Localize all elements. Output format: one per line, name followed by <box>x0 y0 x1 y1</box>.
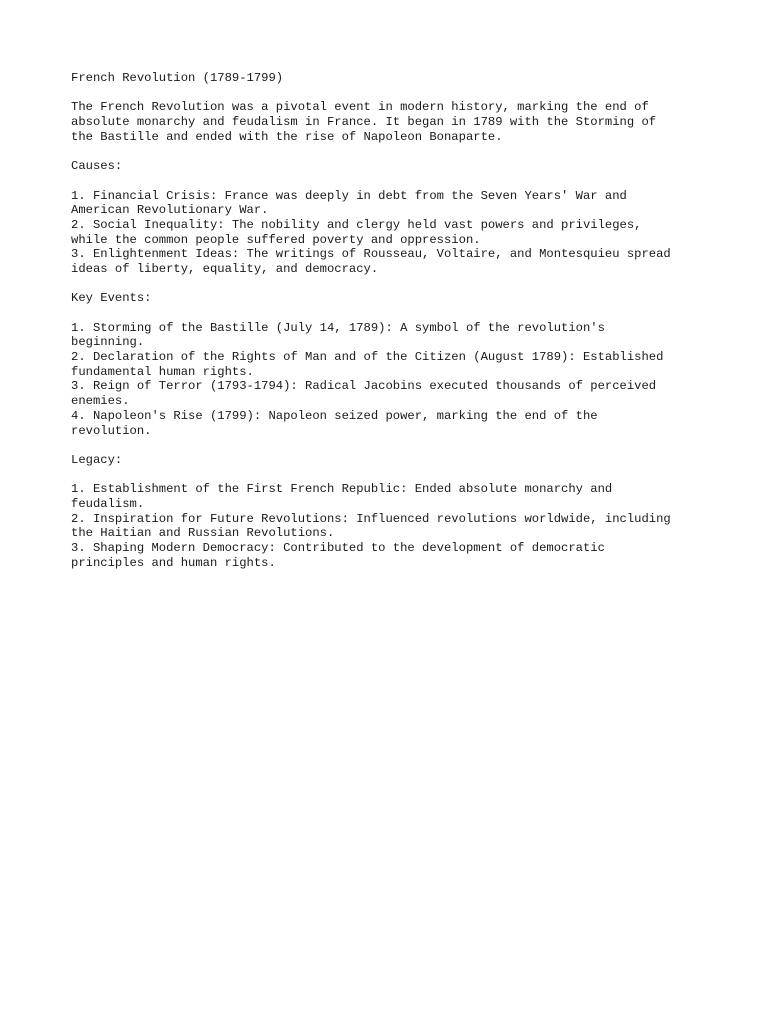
list-item: ideas of liberty, equality, and democracy. <box>71 261 379 276</box>
legacy-list <box>71 482 731 570</box>
document-body <box>71 71 731 570</box>
spacer <box>71 174 731 189</box>
events-list <box>71 321 731 439</box>
events-heading: Key Events: <box>71 291 152 306</box>
intro-paragraph <box>71 100 731 144</box>
list-item: revolution. <box>71 423 152 438</box>
list-item: 1. Storming of the Bastille (July 14, 1789): A symbol of the revolution's <box>71 320 605 335</box>
list-item: enemies. <box>71 394 130 409</box>
list-item: 4. Napoleon's Rise (1799): Napoleon seized power, marking the end of the <box>71 408 598 423</box>
list-item: fundamental human rights. <box>71 364 254 379</box>
spacer <box>71 468 731 483</box>
document-title: French Revolution (1789-1799) <box>71 71 284 85</box>
list-item: 3. Shaping Modern Democracy: Contributed to the development of democratic <box>71 541 605 555</box>
intro-line: The French Revolution was a pivotal event in modern history, marking the end of <box>71 100 649 115</box>
list-item: 3. Reign of Terror (1793-1794): Radical Jacobins executed thousands of perceived <box>71 379 657 394</box>
list-item: American Revolutionary War. <box>71 203 269 218</box>
list-item: 3. Enlightenment Ideas: The writings of Rousseau, Voltaire, and Montesquieu spread <box>71 247 671 262</box>
list-item: feudalism. <box>71 496 145 511</box>
list-item: while the common people suffered poverty and oppression. <box>71 232 481 247</box>
causes-list <box>71 189 731 277</box>
spacer <box>71 86 731 101</box>
list-item: beginning. <box>71 335 145 350</box>
list-item: 1. Financial Crisis: France was deeply in debt from the Seven Years' War and <box>71 188 627 203</box>
list-item: 2. Social Inequality: The nobility and clergy held vast powers and privileges, <box>71 217 642 232</box>
spacer <box>71 306 731 321</box>
spacer <box>71 438 731 453</box>
list-item: the Haitian and Russian Revolutions. <box>71 526 335 541</box>
intro-line: absolute monarchy and feudalism in France. It began in 1789 with the Storming of <box>71 115 657 130</box>
list-item: 1. Establishment of the First French Republic: Ended absolute monarchy and <box>71 482 613 497</box>
causes-heading: Causes: <box>71 159 123 174</box>
intro-line: the Bastille and ended with the rise of Napoleon Bonaparte. <box>71 129 503 144</box>
list-item: 2. Declaration of the Rights of Man and of the Citizen (August 1789): Established <box>71 350 664 365</box>
spacer <box>71 144 731 159</box>
spacer <box>71 277 731 292</box>
list-item: principles and human rights. <box>71 555 276 570</box>
list-item: 2. Inspiration for Future Revolutions: Influenced revolutions worldwide, including <box>71 511 671 526</box>
legacy-heading: Legacy: <box>71 452 123 467</box>
